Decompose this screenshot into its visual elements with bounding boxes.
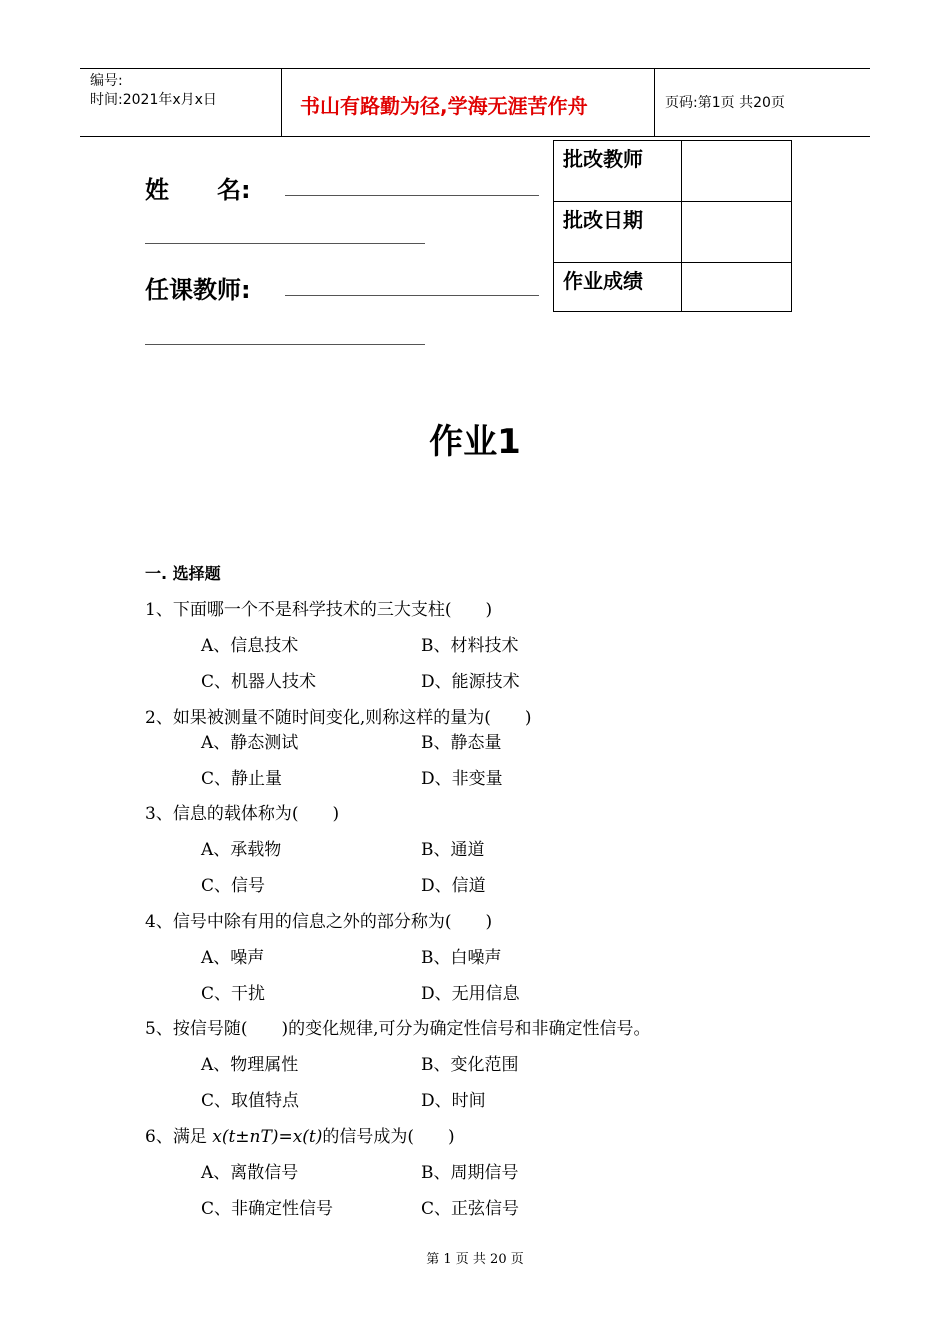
question-3-option-b[interactable]: B、通道 (421, 840, 485, 860)
question-1-option-a[interactable]: A、信息技术 (201, 636, 299, 656)
header-top-rule (80, 68, 870, 69)
grading-teacher-value[interactable] (682, 141, 792, 202)
question-4-option-b[interactable]: B、白噪声 (421, 948, 502, 968)
question-2-option-d[interactable]: D、非变量 (421, 769, 503, 789)
question-6 (145, 1122, 455, 1147)
question-1-option-b[interactable]: B、材料技术 (421, 636, 519, 656)
name-label: 姓 名: (145, 176, 251, 204)
header-page-label: 页码:第1页 共20页 (665, 95, 785, 111)
question-4-option-a[interactable]: A、噪声 (201, 948, 265, 968)
question-3-option-d[interactable]: D、信道 (421, 876, 486, 896)
header-divider-right (654, 68, 655, 136)
question-1-option-d[interactable]: D、能源技术 (421, 672, 520, 692)
question-6-option-c[interactable]: C、非确定性信号 (201, 1199, 334, 1219)
question-2: 2、如果被测量不随时间变化,则称这样的量为( ) (145, 708, 532, 728)
question-5-option-c[interactable]: C、取值特点 (201, 1091, 300, 1111)
page-title: 作业1 (429, 422, 521, 462)
question-6-option-d[interactable]: C、正弦信号 (421, 1199, 520, 1219)
page-footer: 第 1 页 共 20 页 (426, 1252, 524, 1267)
grading-table (553, 140, 792, 312)
grading-score-value[interactable] (682, 263, 792, 312)
section-title: 一. 选择题 (145, 564, 221, 583)
header-divider-left (281, 68, 282, 136)
question-4: 4、信号中除有用的信息之外的部分称为( ) (145, 912, 493, 932)
question-6-suffix: 的信号成为( ) (322, 1127, 455, 1147)
question-5: 5、按信号随( )的变化规律,可分为确定性信号和非确定性信号。 (145, 1019, 651, 1039)
question-3-option-a[interactable]: A、承载物 (201, 840, 282, 860)
question-5-option-a[interactable]: A、物理属性 (201, 1055, 299, 1075)
question-1: 1、下面哪一个不是科学技术的三大支柱( ) (145, 600, 493, 620)
name-field-line-continued[interactable] (145, 243, 425, 244)
question-2-option-a[interactable]: A、静态测试 (201, 733, 299, 753)
header-number-label: 编号: (90, 73, 123, 89)
question-2-option-c[interactable]: C、静止量 (201, 769, 283, 789)
question-3-option-c[interactable]: C、信号 (201, 876, 266, 896)
teacher-field-line-continued[interactable] (145, 344, 425, 345)
header-motto: 书山有路勤为径,学海无涯苦作舟 (300, 94, 588, 118)
teacher-field-line[interactable] (285, 295, 539, 296)
question-4-option-d[interactable]: D、无用信息 (421, 984, 520, 1004)
name-field-line[interactable] (285, 195, 539, 196)
question-6-prefix: 6、满足 (145, 1127, 213, 1147)
question-2-option-b[interactable]: B、静态量 (421, 733, 502, 753)
question-1-option-c[interactable]: C、机器人技术 (201, 672, 317, 692)
question-6-formula: x(t±nT)=x(t) (212, 1127, 323, 1147)
grading-teacher-label: 批改教师 (554, 141, 682, 202)
question-5-option-d[interactable]: D、时间 (421, 1091, 486, 1111)
question-6-option-a[interactable]: A、离散信号 (201, 1163, 299, 1183)
header-bottom-rule (80, 136, 870, 137)
header-date-label: 时间:2021年x月x日 (90, 92, 217, 108)
question-4-option-c[interactable]: C、干扰 (201, 984, 266, 1004)
grading-date-value[interactable] (682, 202, 792, 263)
grading-score-label: 作业成绩 (554, 263, 682, 312)
grading-date-label: 批改日期 (554, 202, 682, 263)
question-5-option-b[interactable]: B、变化范围 (421, 1055, 519, 1075)
question-3: 3、信息的载体称为( ) (145, 804, 340, 824)
teacher-label: 任课教师: (145, 276, 251, 304)
question-6-option-b[interactable]: B、周期信号 (421, 1163, 519, 1183)
